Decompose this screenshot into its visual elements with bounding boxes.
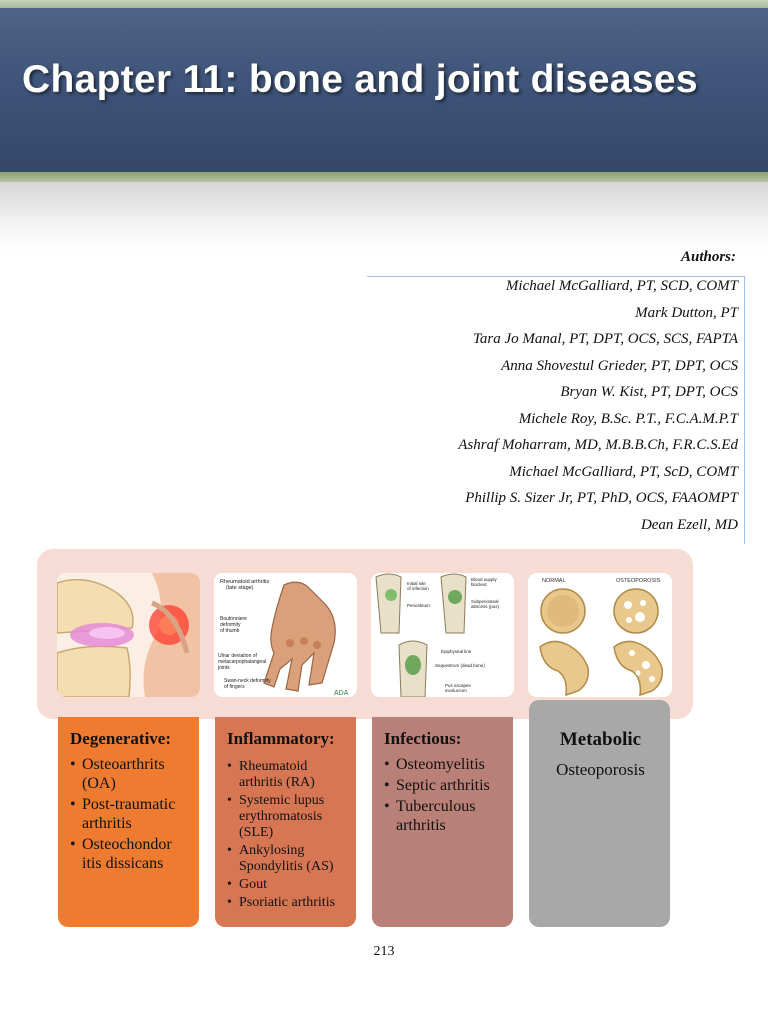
author-name: Michael McGalliard, PT, ScD, COMT: [509, 463, 738, 480]
chapter-title: Chapter 11: bone and joint diseases: [22, 58, 698, 101]
category-title-degenerative: Degenerative:: [70, 729, 172, 748]
rheumatoid-hand-image: [214, 573, 357, 697]
list-item: • Post-traumatic arthritis: [70, 795, 189, 833]
ra-label-boutonniere: Boutonniere: [220, 616, 247, 622]
page-number: 213: [373, 944, 395, 959]
osteo-label-subperiosteal-2: abscess (pus): [471, 604, 500, 609]
osteo-label-blood-supply: Blood supply: [471, 577, 497, 582]
list-item: • Systemic lupus erythromatosis (SLE): [227, 793, 346, 841]
category-title-metabolic: Metabolic: [559, 729, 642, 750]
ra-label-swan-neck: Swan-neck deformity: [224, 678, 271, 684]
list-item: • Septic arthritis: [384, 776, 503, 795]
osteo-label-pus: Pus escapes: [445, 683, 471, 688]
osteo-label-sequestrum: Sequestrum (dead bone): [435, 663, 485, 668]
category-title-inflammatory: Inflammatory:: [227, 729, 335, 748]
author-name: Dean Ezell, MD: [640, 516, 738, 533]
list-item: • Rheumatoid arthritis (RA): [227, 759, 346, 791]
authors-heading: Authors:: [680, 249, 736, 265]
knee-osteoarthritis-image: [57, 573, 200, 697]
ra-label-title: Rheumatoid arthritis: [220, 579, 270, 585]
author-name: Mark Dutton, PT: [635, 304, 738, 321]
list-item: • Ankylosing Spondylitis (AS): [227, 843, 346, 875]
author-name: Bryan W. Kist, PT, DPT, OCS: [560, 384, 738, 400]
osteo-label-epiphyseal: Epiphyseal line: [441, 649, 472, 654]
author-name: Michele Roy, B.Sc. P.T., F.C.A.M.P.T: [518, 410, 738, 427]
ra-image-logo: ADA: [334, 690, 349, 697]
list-item: • Osteochondor itis dissicans: [70, 835, 189, 873]
metabolic-item: Osteoporosis: [556, 760, 645, 779]
ra-label-boutonniere-2: deformity: [220, 622, 241, 628]
ra-label-ulnar: Ulnar deviation of: [218, 653, 257, 659]
ra-label-ulnar-2: metacarpophalangeal: [218, 659, 267, 665]
list-item: • Psoriatic arthritis: [227, 895, 346, 911]
bone-label-normal: NORMAL: [542, 578, 566, 584]
list-item: • Gout: [227, 877, 346, 893]
author-name: Tara Jo Manal, PT, DPT, OCS, SCS, FAPTA: [472, 331, 738, 347]
category-card-degenerative: [58, 717, 199, 927]
osteomyelitis-diagram-image: [371, 573, 514, 697]
author-name: Ashraf Moharram, MD, M.B.B.Ch, F.R.C.S.Ed: [458, 437, 738, 453]
authors-side-rule: [744, 276, 745, 544]
list-item: • Osteoarthrits (OA): [70, 755, 189, 793]
bone-label-osteoporosis: OSTEOPOROSIS: [616, 578, 661, 584]
category-card-metabolic: [529, 700, 670, 927]
list-item: • Osteomyelitis: [384, 755, 503, 774]
author-name: Phillip S. Sizer Jr, PT, PhD, OCS, FAAOMPT: [465, 490, 738, 506]
degenerative-list: [70, 755, 189, 873]
osteo-label-initial-site: Initial site: [407, 581, 426, 586]
authors-list: [458, 277, 738, 542]
banner-top-stripe: [0, 0, 768, 8]
inflammatory-list: [227, 759, 346, 911]
infectious-list: [384, 755, 503, 835]
ra-label-boutonniere-3: of thumb: [220, 628, 240, 634]
osteo-label-initial-site-2: of infection: [407, 586, 429, 591]
category-card-infectious: [372, 717, 513, 927]
osteoporosis-bone-image: [528, 573, 672, 697]
osteo-label-blood-supply-2: blocked: [471, 582, 487, 587]
banner-shadow: [0, 182, 768, 252]
ra-label-swan-neck-2: of fingers: [224, 684, 245, 690]
banner-bottom-stripe: [0, 172, 768, 182]
osteo-label-pus-2: involucrum: [445, 688, 467, 693]
author-name: Anna Shovestul Grieder, PT, DPT, OCS: [501, 357, 738, 374]
ra-label-ulnar-3: joints: [218, 665, 230, 671]
list-item: • Tuberculous arthritis: [384, 797, 503, 835]
osteo-label-periosteum: Periosteum: [407, 603, 430, 608]
disease-image-strip: [37, 549, 693, 719]
author-name: Michael McGalliard, PT, SCD, COMT: [505, 278, 738, 294]
osteo-label-subperiosteal: Subperiosteal: [471, 599, 499, 604]
category-card-inflammatory: [215, 717, 356, 927]
category-title-infectious: Infectious:: [384, 729, 462, 748]
ra-label-title-2: (late stage): [226, 585, 254, 591]
